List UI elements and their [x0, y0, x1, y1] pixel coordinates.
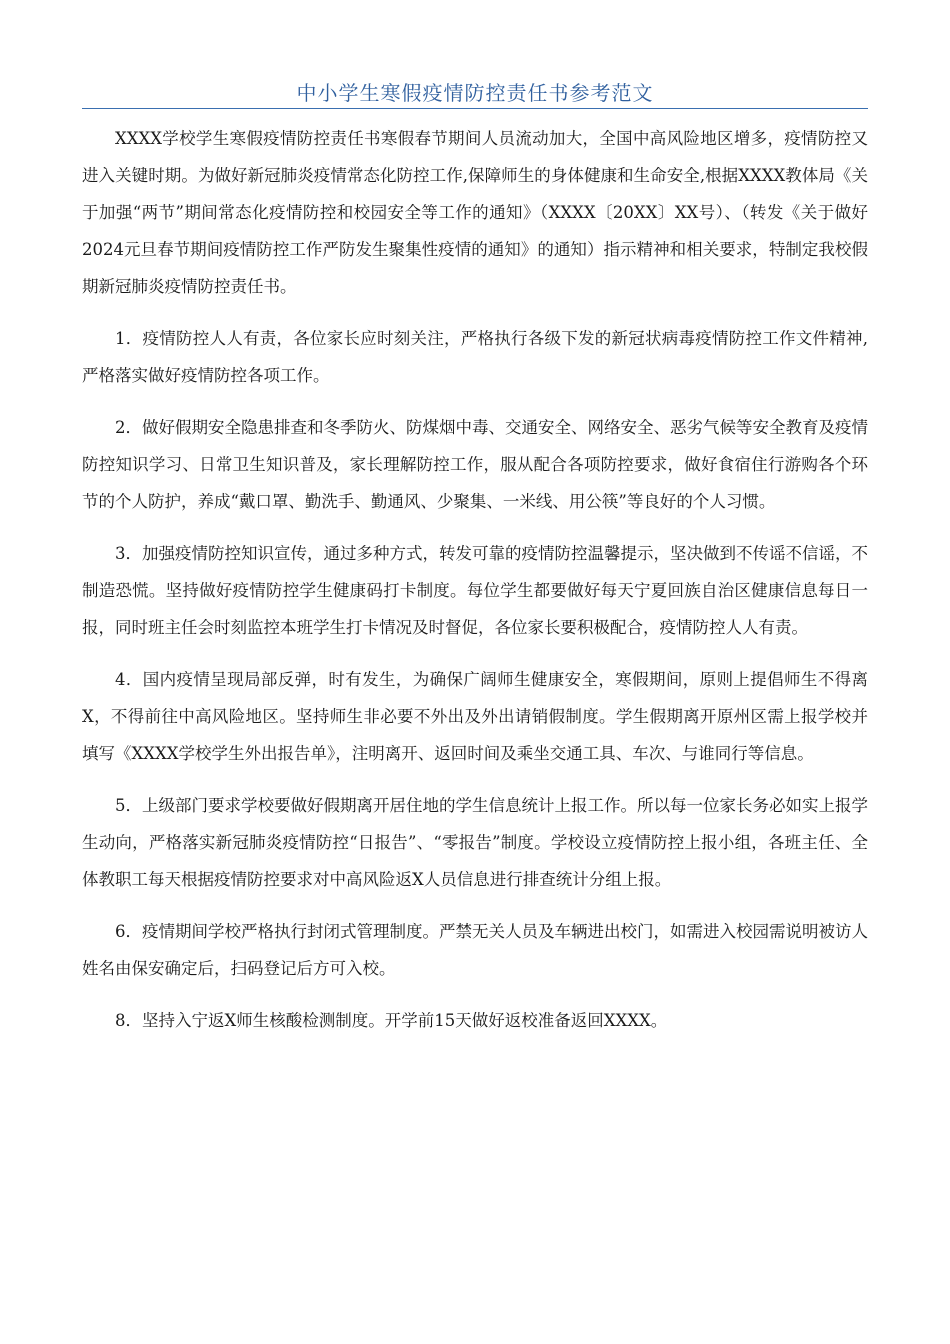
item-paragraph-8: 8．坚持入宁返X师生核酸检测制度。开学前15天做好返校准备返回XXXX。	[115, 1011, 668, 1030]
document-body	[82, 120, 868, 1039]
item-paragraph-2: 2．做好假期安全隐患排查和冬季防火、防煤烟中毒、交通安全、网络安全、恶劣气候等安全教育及疫情防控知识学习、日常卫生知识普及，家长理解防控工作，服从配合各项防控要求，做好食宿住行游购各个环节的个人防护，养成“戴口罩、勤洗手、勤通风、少聚集、一米线、用公筷”等良好的个人习惯。	[82, 418, 868, 511]
item-paragraph-6: 6．疫情期间学校严格执行封闭式管理制度。严禁无关人员及车辆进出校门，如需进入校园需说明被访人姓名由保安确定后，扫码登记后方可入校。	[82, 922, 868, 978]
item-paragraph-3: 3．加强疫情防控知识宣传，通过多种方式，转发可靠的疫情防控温馨提示，坚决做到不传谣不信谣，不制造恐慌。坚持做好疫情防控学生健康码打卡制度。每位学生都要做好每天宁夏回族自治区健康信息每日一报，同时班主任会时刻监控本班学生打卡情况及时督促，各位家长要积极配合，疫情防控人人有责。	[82, 544, 868, 637]
item-paragraph-1: 1．疫情防控人人有责，各位家长应时刻关注，严格执行各级下发的新冠状病毒疫情防控工作文件精神,严格落实做好疫情防控各项工作。	[82, 329, 868, 385]
title-divider	[82, 108, 868, 109]
item-paragraph-4: 4．国内疫情呈现局部反弹，时有发生，为确保广阔师生健康安全，寒假期间，原则上提倡师生不得离X，不得前往中高风险地区。坚持师生非必要不外出及外出请销假制度。学生假期离开原州区需上报学校并填写《XXXX学校学生外出报告单》，注明离开、返回时间及乘坐交通工具、车次、与谁同行等信息。	[82, 670, 868, 763]
intro-paragraph: XXXX学校学生寒假疫情防控责任书寒假春节期间人员流动加大，全国中高风险地区增多，疫情防控又进入关键时期。为做好新冠肺炎疫情常态化防控工作,保障师生的身体健康和生命安全,根据XXXX教体局《关于加强“两节”期间常态化疫情防控和校园安全等工作的通知》（XXXX〔20XX〕XX号）、（转发《关于做好2024元旦春节期间疫情防控工作严防发生聚集性疫情的通知》的通知）指示精神和相关要求，特制定我校假期新冠肺炎疫情防控责任书。	[82, 129, 868, 296]
document-title: 中小学生寒假疫情防控责任书参考范文	[296, 81, 654, 105]
item-paragraph-5: 5．上级部门要求学校要做好假期离开居住地的学生信息统计上报工作。所以每一位家长务必如实上报学生动向，严格落实新冠肺炎疫情防控“日报告”、“零报告”制度。学校设立疫情防控上报小组，各班主任、全体教职工每天根据疫情防控要求对中高风险返X人员信息进行排查统计分组上报。	[82, 796, 868, 889]
